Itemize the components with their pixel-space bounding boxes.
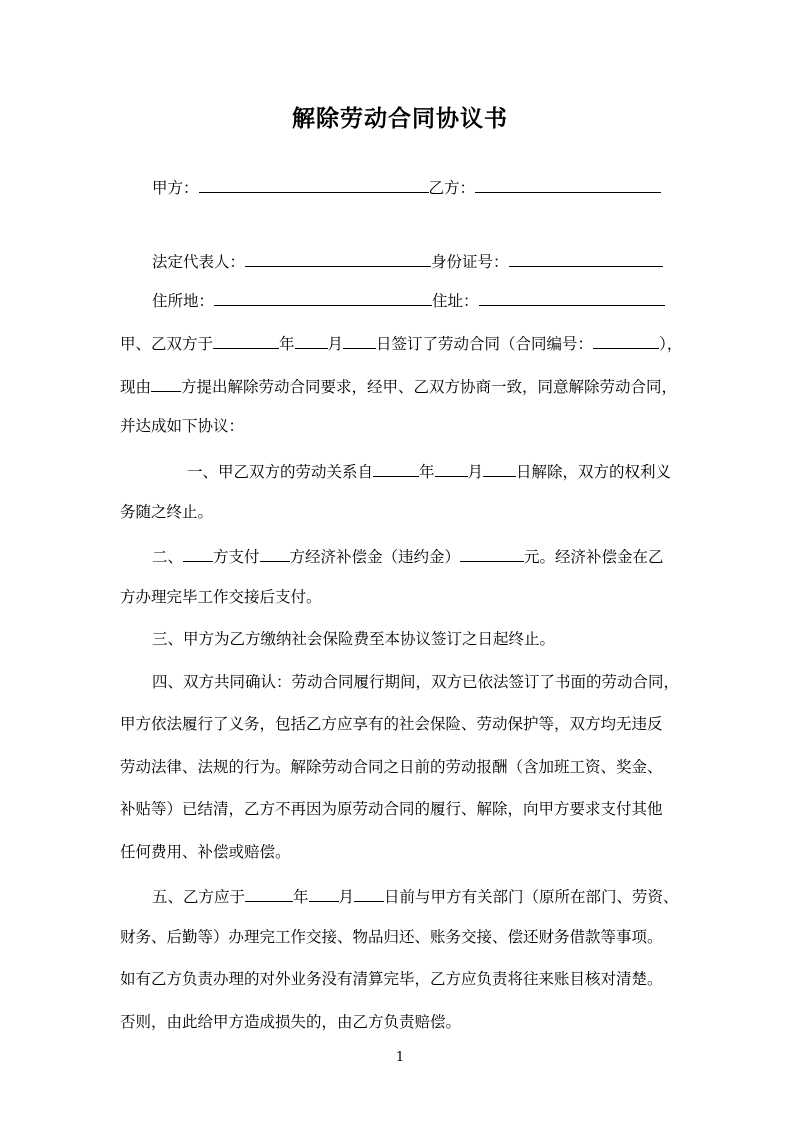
clause-text: 元。经济补偿金在乙 xyxy=(524,548,664,566)
clause-text: 方支付 xyxy=(213,548,260,566)
payee-blank xyxy=(260,547,290,562)
clause-text: 二、 xyxy=(152,548,184,566)
clause-4-line-2: 甲方依法履行了义务，包括乙方应享有的社会保险、劳动保护等，双方均无违反 xyxy=(120,715,663,733)
day-blank xyxy=(354,887,384,902)
clause-4-line-4: 补贴等）已结清，乙方不再因为原劳动合同的履行、解除，向甲方要求支付其他 xyxy=(120,800,663,818)
legal-rep-blank xyxy=(245,252,431,267)
id-no-blank xyxy=(509,252,663,267)
year-label: 年 xyxy=(279,335,295,353)
year-blank xyxy=(245,887,293,902)
clause-5-line-1 xyxy=(152,887,679,906)
clause-5-line-3: 如有乙方负责办理的对外业务没有清算完毕，乙方应负责将往来账目核对清楚。 xyxy=(120,970,663,988)
address-label: 住址： xyxy=(432,292,479,310)
intro-text: 方提出解除劳动合同要求，经甲、乙双方协商一致，同意解除劳动合同， xyxy=(181,378,678,396)
clause-text: 五、乙方应于 xyxy=(152,888,246,906)
address-blank xyxy=(479,291,665,306)
clause-1-line-1 xyxy=(187,462,671,481)
contract-no-text: 日签订了劳动合同（合同编号： xyxy=(376,335,594,353)
clause-text: 日解除，双方的权利义 xyxy=(516,463,672,481)
day-blank xyxy=(483,462,516,477)
year-label: 年 xyxy=(293,888,309,906)
clause-3: 三、甲方为乙方缴纳社会保险费至本协议签订之日起终止。 xyxy=(152,630,556,648)
document-title: 解除劳动合同协议书 xyxy=(292,106,508,132)
intro-text: 现由 xyxy=(120,378,152,396)
clause-2-line-1 xyxy=(152,547,664,566)
clause-4-line-1: 四、双方共同确认：劳动合同履行期间，双方已依法签订了书面的劳动合同， xyxy=(152,673,680,691)
intro-line-2 xyxy=(120,377,677,396)
year-blank xyxy=(373,462,419,477)
address-row xyxy=(152,291,665,310)
clause-4-line-5: 任何费用、补偿或赔偿。 xyxy=(120,843,291,861)
month-label: 月 xyxy=(467,463,484,481)
domicile-blank xyxy=(214,291,432,306)
rep-row xyxy=(152,252,663,271)
clause-text: 一、甲乙双方的劳动关系自 xyxy=(187,463,374,481)
month-label: 月 xyxy=(327,335,344,353)
payer-blank xyxy=(183,547,213,562)
page-number: 1 xyxy=(395,1050,405,1065)
clause-4-line-3: 劳动法律、法规的行为。解除劳动合同之日前的劳动报酬（含加班工资、奖金、 xyxy=(120,758,663,776)
id-no-label: 身份证号： xyxy=(431,253,509,271)
month-label: 月 xyxy=(338,888,355,906)
party-row xyxy=(152,178,661,197)
amount-blank xyxy=(460,547,524,562)
intro-line-3: 并达成如下协议： xyxy=(120,417,245,435)
year-label: 年 xyxy=(419,463,435,481)
month-blank xyxy=(309,887,339,902)
intro-text: 甲、乙双方于 xyxy=(120,335,214,353)
party-a-blank xyxy=(199,178,429,193)
clause-2-line-2: 方办理完毕工作交接后支付。 xyxy=(120,588,322,606)
day-blank xyxy=(343,334,376,349)
month-blank xyxy=(435,462,468,477)
intro-close: ）， xyxy=(659,335,683,353)
year-blank xyxy=(213,334,279,349)
party-a-label: 甲方： xyxy=(152,179,199,197)
party-b-blank xyxy=(475,178,661,193)
domicile-label: 住所地： xyxy=(152,292,215,310)
legal-rep-label: 法定代表人： xyxy=(152,253,246,271)
month-blank xyxy=(295,334,328,349)
clause-5-line-2: 财务、后勤等）办理完工作交接、物品归还、账务交接、偿还财务借款等事项。 xyxy=(120,928,663,946)
clause-5-line-4: 否则，由此给甲方造成损失的，由乙方负责赔偿。 xyxy=(120,1013,462,1031)
party-blank xyxy=(151,377,181,392)
party-b-label: 乙方： xyxy=(428,179,476,197)
intro-line-1 xyxy=(120,334,682,353)
clause-text: 日前与甲方有关部门（原所在部门、劳资、 xyxy=(384,888,679,906)
clause-1-line-2: 务随之终止。 xyxy=(120,503,214,521)
clause-text: 方经济补偿金（违约金） xyxy=(289,548,461,566)
contract-no-blank xyxy=(593,334,659,349)
